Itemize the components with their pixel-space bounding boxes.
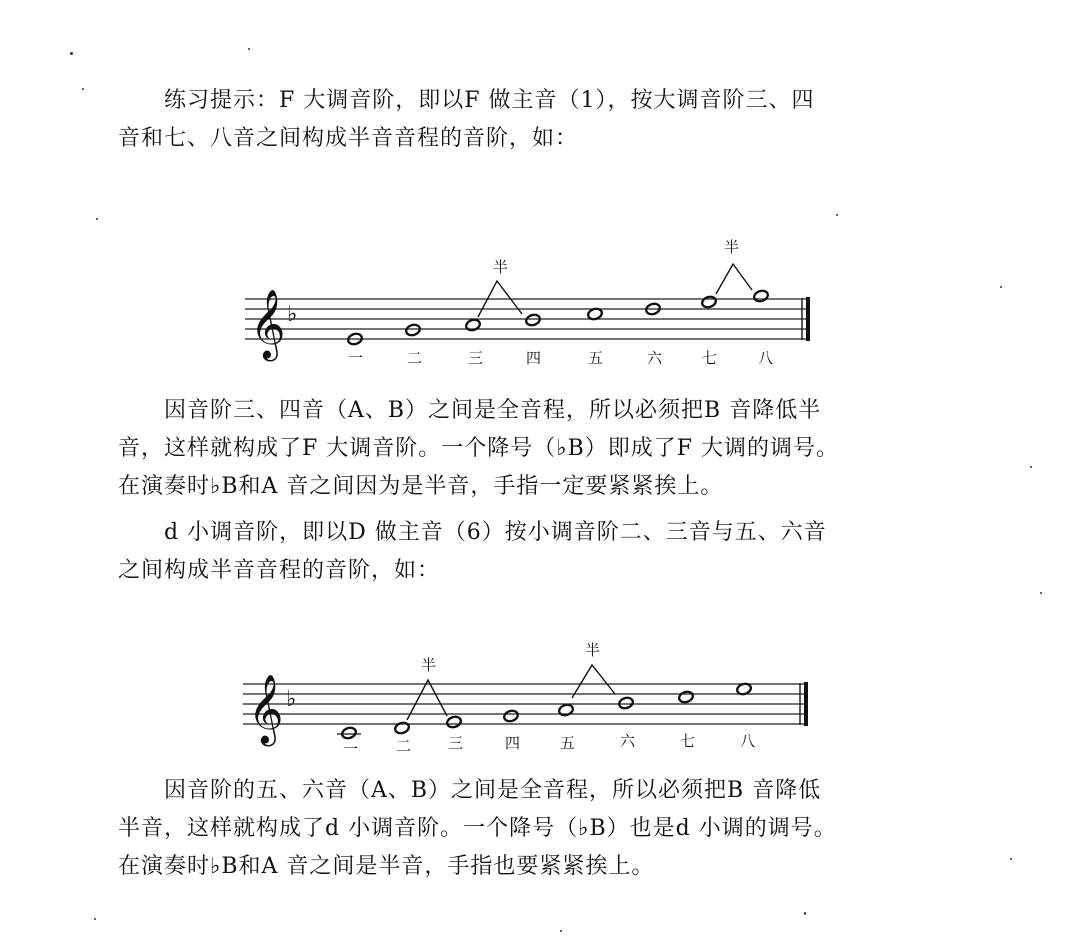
text-line: 在演奏时♭B和A 音之间因为是半音，手指一定要紧紧挨上。 <box>118 474 724 499</box>
degree-label: 一 <box>343 740 359 758</box>
semitone-label: 半 <box>724 238 740 256</box>
scan-speck <box>836 214 838 216</box>
text-line: 练习提示：F 大调音阶，即以F 做主音（1），按大调音阶三、四 <box>118 88 815 113</box>
degree-label: 七 <box>680 732 696 750</box>
text-line: 之间构成半音音程的音阶，如： <box>118 558 441 583</box>
scan-speck <box>248 48 250 50</box>
text-line: 因音阶三、四音（A、B）之间是全音程，所以必须把B 音降低半 <box>118 398 822 423</box>
scan-speck <box>1030 466 1032 468</box>
flat-key-signature: ♭ <box>286 687 297 712</box>
text-line: 音和七、八音之间构成半音音程的音阶，如： <box>118 126 579 151</box>
degree-label: 六 <box>647 349 663 367</box>
scan-speck <box>804 912 806 915</box>
note-6 <box>618 696 634 710</box>
semitone-label: 半 <box>493 258 509 276</box>
degree-label: 六 <box>620 732 636 750</box>
staff-lines <box>243 684 806 724</box>
degree-label: 七 <box>702 349 718 367</box>
note-4 <box>503 709 519 723</box>
degree-label: 三 <box>448 734 464 752</box>
note-5 <box>558 703 574 717</box>
scan-speck <box>96 218 98 220</box>
degree-label: 二 <box>407 349 423 367</box>
note-2 <box>394 721 410 735</box>
text-line: 因音阶的五、六音（A、B）之间是全音程，所以必须把B 音降低 <box>118 778 822 803</box>
note-3 <box>446 715 462 729</box>
scan-speck <box>1040 592 1042 594</box>
treble-clef-icon: 𝄞 <box>250 289 286 359</box>
degree-label: 五 <box>588 349 604 367</box>
degree-label: 四 <box>505 734 521 752</box>
semitone-label: 半 <box>421 656 437 674</box>
semitone-label: 半 <box>585 641 601 659</box>
flat-key-signature: ♭ <box>287 302 298 327</box>
degree-label: 四 <box>526 349 542 367</box>
note-1 <box>337 726 361 740</box>
scan-speck <box>70 52 73 55</box>
scan-speck <box>1010 858 1012 860</box>
scan-speck <box>1000 286 1002 288</box>
text-line: 半音，这样就构成了d 小调音阶。一个降号（♭B）也是d 小调的调号。 <box>118 816 837 841</box>
text-line: 在演奏时♭B和A 音之间是半音，手指也要紧紧挨上。 <box>118 854 655 879</box>
semitone-bracket <box>572 665 615 698</box>
degree-label: 八 <box>758 349 774 367</box>
degree-label: 三 <box>468 349 484 367</box>
paragraph-d-minor-explanation <box>118 772 948 886</box>
degree-label: 二 <box>396 737 412 755</box>
scan-speck <box>82 88 84 90</box>
degree-label: 八 <box>740 732 756 750</box>
degree-label: 一 <box>348 349 364 367</box>
degree-label: 五 <box>560 734 576 752</box>
scan-speck <box>560 930 562 932</box>
scale-degree-labels <box>343 732 755 758</box>
treble-clef-icon: 𝄞 <box>248 674 284 744</box>
note-7 <box>678 690 694 704</box>
text-line: d 小调音阶，即以D 做主音（6）按小调音阶二、三音与五、六音 <box>118 520 827 545</box>
text-line: 音，这样就构成了F 大调音阶。一个降号（♭B）即成了F 大调的调号。 <box>118 436 840 461</box>
scan-speck <box>94 918 96 920</box>
